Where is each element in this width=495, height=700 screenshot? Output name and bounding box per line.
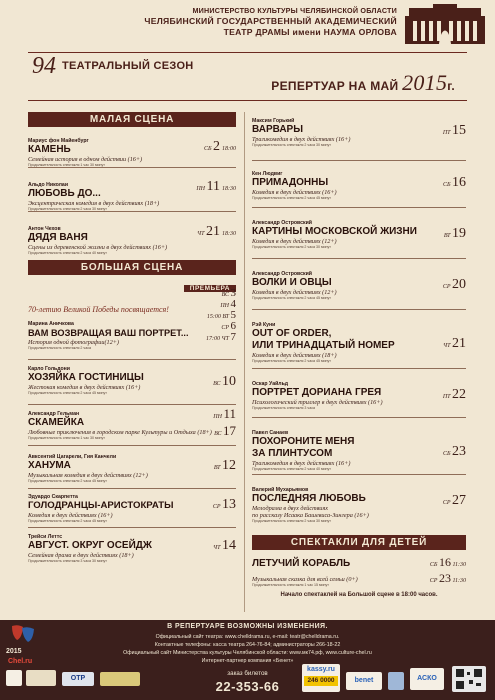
logo-site: Chel.ru bbox=[8, 658, 33, 665]
play-duration: Продолжительность спектакля 2 часа 40 минут bbox=[28, 251, 107, 255]
play-duration: Продолжительность спектакля 2 часа 45 минут bbox=[252, 196, 331, 200]
play-dates bbox=[430, 556, 466, 588]
play-title: ЛЮБОВЬ ДО... bbox=[28, 188, 101, 199]
play-date: СР 23 11:30 bbox=[429, 571, 466, 585]
kassy-logo: kassy.ru 246 0000 bbox=[302, 664, 340, 692]
play-description: Мелодрама в двух действиях bbox=[252, 505, 329, 512]
play-date: ВТ 19 bbox=[443, 226, 466, 241]
qr-code-icon bbox=[452, 666, 486, 692]
play-date: ЧТ 21 bbox=[443, 336, 466, 351]
play-title: ПОХОРОНИТЕ МЕНЯ bbox=[252, 436, 355, 447]
play-description: Трагикомедия в двух действиях (16+) bbox=[252, 460, 351, 467]
premiere-date: 17:00 ЧТ 7 bbox=[206, 331, 236, 343]
benet-logo: benet bbox=[346, 672, 382, 690]
author: Мариус фон Майенбург bbox=[28, 138, 89, 144]
play-duration: Продолжительность спектакля 2 часа bbox=[28, 346, 92, 350]
play-description: Музыкальная сказка для всей семьи (0+) bbox=[252, 576, 358, 583]
list-item bbox=[28, 360, 236, 405]
play-duration: Продолжительность спектакля 2 часа 45 минут bbox=[252, 359, 331, 363]
play-duration: Продолжительность спектакля 3 часа bbox=[252, 406, 316, 410]
premiere-badge: ПРЕМЬЕРА bbox=[184, 285, 236, 292]
children-item bbox=[252, 550, 466, 590]
small-stage-header: МАЛАЯ СЦЕНА bbox=[28, 112, 236, 127]
ministry-site: Официальный сайт Министерства культуры Челябинской области: www.мк74.рф, www.culture-chel.ru bbox=[123, 650, 372, 656]
play-title: ХАНУМА bbox=[28, 460, 71, 471]
children-header: СПЕКТАКЛИ ДЛЯ ДЕТЕЙ bbox=[252, 535, 466, 550]
sponsor-logo-icon bbox=[100, 672, 140, 686]
author: Антон Чехов bbox=[28, 226, 61, 232]
play-description: Трагикомедия в двух действиях (16+) bbox=[252, 136, 351, 143]
play-date: ЧТ 14 bbox=[213, 538, 236, 553]
author: Эдуардо Скарпетта bbox=[28, 494, 78, 500]
play-date: ВС 17 bbox=[214, 423, 236, 438]
theater-name-line2: ТЕАТР ДРАМЫ имени НАУМА ОРЛОВА bbox=[223, 27, 397, 37]
author: Павел Санаев bbox=[252, 430, 289, 436]
play-date: ВТ 12 bbox=[213, 458, 236, 473]
play-date: СБ 23 bbox=[442, 444, 466, 459]
play-title: OUT OF ORDER, bbox=[252, 328, 332, 339]
play-description: Жестокая комедия в двух действиях (16+) bbox=[28, 384, 141, 391]
play-title: ДЯДЯ ВАНЯ bbox=[28, 232, 88, 243]
header bbox=[0, 0, 495, 95]
play-date: ВС 10 bbox=[213, 374, 236, 389]
list-item bbox=[28, 446, 236, 489]
play-description: Комедия в двух действиях (18+) bbox=[252, 352, 337, 359]
list-item bbox=[252, 310, 466, 369]
play-duration: Продолжительность спектакля 1 час 15 минут bbox=[252, 583, 329, 587]
list-item bbox=[252, 112, 466, 161]
author: Трейси Леттс bbox=[28, 534, 63, 540]
play-description: Семейная драма в двух действиях (18+) bbox=[28, 552, 134, 559]
repertoire-text: РЕПЕРТУАР НА МАЙ bbox=[271, 79, 399, 93]
theater-name-line1: ЧЕЛЯБИНСКИЙ ГОСУДАРСТВЕННЫЙ АКАДЕМИЧЕСКИЙ bbox=[144, 16, 397, 26]
author: Александр Островский bbox=[252, 271, 312, 277]
play-title: СКАМЕЙКА bbox=[28, 417, 85, 428]
play-title: ХОЗЯЙКА ГОСТИНИЦЫ bbox=[28, 372, 144, 383]
play-description: Психологический триллер в двух действиях (16+) bbox=[252, 399, 383, 406]
list-item bbox=[28, 528, 236, 566]
ministry-name: МИНИСТЕРСТВО КУЛЬТУРЫ ЧЕЛЯБИНСКОЙ ОБЛАСТИ bbox=[192, 6, 397, 15]
play-description: Любовные приключения в городском парке Культуры и Отдыха (18+) bbox=[28, 429, 212, 436]
play-date: СР 20 bbox=[442, 277, 466, 292]
theater-logo-icon bbox=[403, 4, 487, 46]
list-item bbox=[28, 127, 236, 168]
play-date: ЧТ 21 18:30 bbox=[197, 224, 236, 239]
play-title: ПОСЛЕДНЯЯ ЛЮБОВЬ bbox=[252, 493, 366, 504]
contact-site: Официальный сайт театра: www.chelldrama.ru, e-mail: teatr@chelldrama.ru. bbox=[155, 634, 340, 640]
author: Карло Гольдони bbox=[28, 366, 70, 372]
season-text: ТЕАТРАЛЬНЫЙ СЕЗОН bbox=[62, 60, 194, 72]
author: Авксентий Цагарели, Гия Канчели bbox=[28, 454, 117, 460]
play-description: Эксцентрическая комедия в двух действиях (18+) bbox=[28, 200, 160, 207]
play-date: ПН 11 18:30 bbox=[196, 179, 236, 194]
list-item bbox=[28, 168, 236, 212]
play-description-line2: по рассказу Исаака Башевиса-Зингера (16+) bbox=[252, 512, 369, 519]
asko-logo: АСКО bbox=[410, 668, 444, 690]
play-duration: Продолжительность спектакля 2 часа 40 минут bbox=[252, 467, 331, 471]
play-title: ЛЕТУЧИЙ КОРАБЛЬ bbox=[252, 558, 351, 569]
qr-pattern-icon bbox=[452, 666, 486, 692]
play-title: ВОЛКИ И ОВЦЫ bbox=[252, 277, 332, 288]
list-item bbox=[252, 208, 466, 259]
theater-masks-icon bbox=[10, 624, 36, 644]
play-date: ПТ 22 bbox=[442, 387, 466, 402]
left-column bbox=[28, 112, 236, 566]
play-title: АВГУСТ. ОКРУГ ОСЕЙДЖ bbox=[28, 540, 152, 551]
play-description: История одной фотографии(12+) bbox=[28, 339, 119, 346]
author: Кен Людвиг bbox=[252, 171, 283, 177]
play-date: СБ 2 18:00 bbox=[203, 139, 236, 154]
ministry-logo-icon bbox=[26, 670, 56, 686]
play-title: КАМЕНЬ bbox=[28, 144, 71, 155]
play-date: СР 13 bbox=[212, 497, 236, 512]
list-item bbox=[252, 161, 466, 208]
play-date: ПТ 15 bbox=[442, 123, 466, 138]
start-time-note: Начало спектаклей на Большой сцене в 18:00 часов. bbox=[280, 592, 438, 598]
play-duration: Продолжительность спектакля 2 часа 45 минут bbox=[28, 519, 107, 523]
footer bbox=[0, 620, 495, 700]
author: Валерий Мухарьямов bbox=[252, 487, 309, 493]
play-description: Сцены из деревенской жизни в двух действиях (16+) bbox=[28, 244, 168, 251]
play-title: ГОЛОДРАНЦЫ-АРИСТОКРАТЫ bbox=[28, 500, 174, 511]
header-divider-bottom bbox=[28, 100, 467, 101]
play-duration: Продолжительность спектакля 3 часа 30 минут bbox=[28, 559, 107, 563]
play-duration: Продолжительность спектакля 2 часа 45 минут bbox=[28, 479, 107, 483]
author: Марина Аничкова bbox=[28, 321, 74, 327]
play-title: КАРТИНЫ МОСКОВСКОЙ ЖИЗНИ bbox=[252, 226, 417, 237]
anniversary-note: 70-летию Великой Победы посвящается! bbox=[28, 305, 169, 314]
premiere-date: ПН 4 bbox=[220, 298, 236, 310]
author: Альдо Николаи bbox=[28, 182, 69, 188]
play-duration: Продолжительность спектакля 2 часа 45 минут bbox=[28, 391, 107, 395]
partner-logo-icon bbox=[388, 672, 404, 690]
theater-name-block bbox=[67, 5, 397, 38]
premiere-date: 15:00 ВТ 5 bbox=[206, 309, 236, 321]
repertoire-year: 2015 bbox=[402, 70, 448, 95]
play-duration: Продолжительность спектакля 2 часа 30 минут bbox=[252, 245, 331, 249]
author: Максим Горький bbox=[252, 118, 295, 124]
season-title bbox=[32, 53, 194, 80]
repertoire-title bbox=[271, 70, 455, 96]
header-divider bbox=[28, 52, 467, 53]
tickets-phone: 22-353-66 bbox=[215, 679, 280, 694]
internet-partner: Интернет-партнер компания «Бенет» bbox=[201, 658, 294, 664]
author: Александр Гельман bbox=[28, 411, 80, 417]
season-number: 94 bbox=[32, 53, 56, 79]
play-date: СБ 16 bbox=[442, 175, 466, 190]
play-duration: Продолжительность спектакля 2 часа 30 минут bbox=[252, 143, 331, 147]
play-date: ПН 11 bbox=[213, 406, 236, 421]
play-duration: Продолжительность спектакля 2 часа 30 минут bbox=[28, 207, 107, 211]
play-title: ВАРВАРЫ bbox=[252, 124, 304, 135]
list-item bbox=[252, 475, 466, 531]
big-stage-header: БОЛЬШАЯ СЦЕНА bbox=[28, 260, 236, 275]
play-date: СБ 16 11:30 bbox=[429, 555, 466, 569]
contact-phones: Контактные телефоны: касса театра 264-76-84; администраторы 266-18-22 bbox=[154, 642, 341, 648]
otp-logo: OTP bbox=[62, 672, 94, 686]
premiere-date: ВС 3 bbox=[221, 287, 236, 299]
column-divider bbox=[244, 112, 245, 612]
play-title-line2: ИЛИ ТРИНАДЦАТЫЙ НОМЕР bbox=[252, 340, 395, 351]
author: Оскар Уайльд bbox=[252, 381, 289, 387]
play-title: ПОРТРЕТ ДОРИАНА ГРЕЯ bbox=[252, 387, 382, 398]
premiere-date: СР 6 bbox=[221, 320, 236, 332]
play-title-line2: ЗА ПЛИНТУСОМ bbox=[252, 448, 333, 459]
play-duration: Продолжительность спектакля 1 час 30 минут bbox=[28, 163, 105, 167]
list-item bbox=[252, 369, 466, 418]
logo-year: 2015 bbox=[6, 648, 22, 655]
list-item bbox=[28, 489, 236, 528]
changes-note: В РЕПЕРТУАРЕ ВОЗМОЖНЫ ИЗМЕНЕНИЯ. bbox=[167, 623, 328, 630]
play-description: Комедия в двух действиях (12+) bbox=[252, 238, 337, 245]
play-description: Комедия в двух действиях (12+) bbox=[252, 289, 337, 296]
premiere-item bbox=[28, 277, 236, 360]
premiere-dates bbox=[206, 289, 236, 344]
play-title: ПРИМАДОННЫ bbox=[252, 177, 329, 188]
play-description: Комедия в двух действиях (16+) bbox=[252, 189, 337, 196]
play-duration: Продолжительность спектакля 2 часа 45 минут bbox=[252, 296, 331, 300]
region-emblem-icon bbox=[6, 670, 22, 686]
play-dates bbox=[213, 407, 236, 441]
author: Рэй Куни bbox=[252, 322, 276, 328]
play-date: СР 27 bbox=[442, 493, 466, 508]
play-description: Семейная история в одном действии (16+) bbox=[28, 156, 143, 163]
list-item bbox=[252, 259, 466, 310]
list-item bbox=[28, 212, 236, 260]
play-duration: Продолжительность спектакля 1 час 30 минут bbox=[28, 436, 105, 440]
year-suffix: г. bbox=[447, 79, 455, 93]
list-item bbox=[28, 405, 236, 446]
right-column bbox=[252, 112, 466, 598]
play-description: Комедия в двух действиях (16+) bbox=[28, 512, 113, 519]
tickets-label: заказ билетов bbox=[227, 670, 268, 677]
play-title: ВАМ ВОЗВРАЩАЯ ВАШ ПОРТРЕТ... bbox=[28, 328, 189, 338]
author: Александр Островский bbox=[252, 220, 312, 226]
play-duration: Продолжительность спектакля 2 часа 30 минут bbox=[252, 519, 331, 523]
play-description: Музыкальная комедия в двух действиях (12+) bbox=[28, 472, 148, 479]
list-item bbox=[252, 418, 466, 475]
